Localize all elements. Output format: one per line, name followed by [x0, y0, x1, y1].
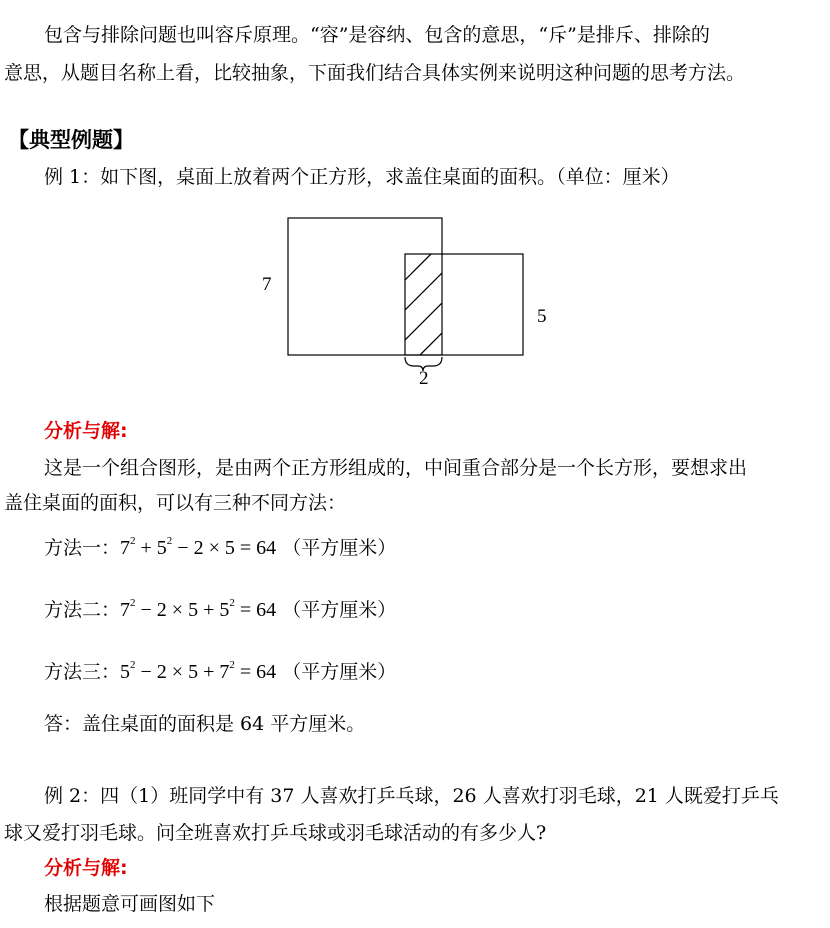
intro-line-1: 包含与排除问题也叫容斥原理。“容”是容纳、包含的意思，“斥”是排斥、排除的 [44, 24, 710, 46]
label-7: 7 [262, 274, 272, 295]
label-5: 5 [537, 306, 547, 327]
method-1: 方法一：$7^2 + 5^2 - 2 \times 5 = 64$ （平方厘米） [44, 535, 397, 559]
label-2: 2 [419, 368, 429, 389]
analysis-line-2: 盖住桌面的面积，可以有三种不同方法： [4, 492, 347, 514]
analysis-line-1: 这是一个组合图形，是由两个正方形组成的，中间重合部分是一个长方形，要想求出 [44, 457, 748, 479]
method-3: 方法三：$5^2 - 2 \times 5 + 7^2 = 64$ （平方厘米） [44, 659, 397, 683]
method-3-label: 方法三： [44, 661, 121, 683]
method-2: 方法二：$7^2 - 2 \times 5 + 5^2 = 64$ （平方厘米） [44, 597, 397, 621]
analysis-label-1: 分析与解: [44, 420, 128, 442]
method-2-label: 方法二： [44, 599, 121, 621]
small-square [405, 254, 523, 355]
method-1-label: 方法一： [44, 537, 121, 559]
example1-question: 例 1：如下图，桌面上放着两个正方形，求盖住桌面的面积。（单位：厘米） [44, 166, 680, 188]
analysis-label-2: 分析与解: [44, 857, 128, 879]
intro-line-2: 意思，从题目名称上看，比较抽象，下面我们结合具体实例来说明这种问题的思考方法。 [4, 62, 746, 84]
example2-question-line-1: 例 2：四（1）班同学中有 37 人喜欢打乒乓球，26 人喜欢打羽毛球，21 人既爱打乒乓 [44, 785, 779, 807]
large-square [288, 218, 442, 355]
example2-analysis-line-1: 根据题意可画图如下 [44, 893, 216, 915]
section-heading: 【典型例题】 [8, 128, 134, 152]
example2-question-line-2: 球又爱打羽毛球。问全班喜欢打乒乓球或羽毛球活动的有多少人? [4, 822, 547, 844]
answer-1: 答：盖住桌面的面积是 64 平方厘米。 [44, 713, 366, 735]
